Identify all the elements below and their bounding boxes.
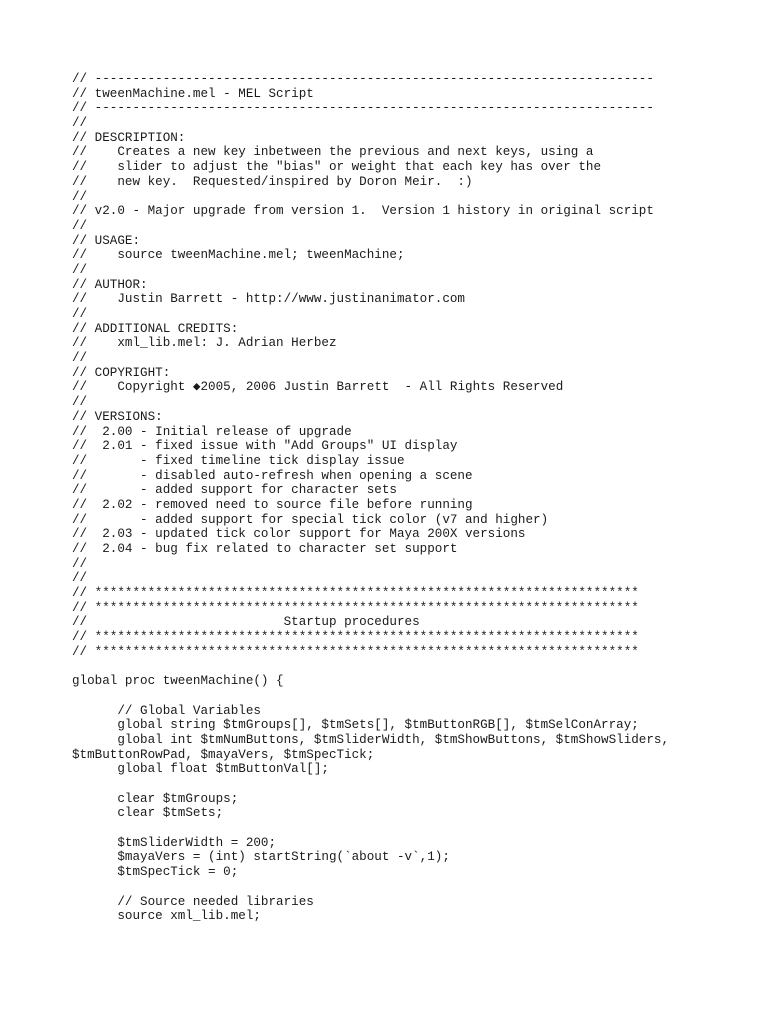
code-line: source xml_lib.mel; [72, 909, 261, 924]
code-line: // 2.03 - updated tick color support for Maya 200X versions [72, 527, 526, 542]
code-line: // [72, 189, 88, 204]
code-line [72, 777, 762, 792]
code-line: // 2.00 - Initial release of upgrade [72, 424, 352, 439]
code-line: global string $tmGroups[], $tmSets[], $tmButtonRGB[], $tmSelConArray; [72, 718, 639, 733]
code-line [72, 821, 762, 836]
code-line: // Creates a new key inbetween the previous and next keys, using a [72, 145, 594, 160]
code-line: // new key. Requested/inspired by Doron Meir. :) [72, 174, 473, 189]
code-line: // Copyright ◆2005, 2006 Justin Barrett - All Rights Reserved [72, 380, 564, 395]
code-line: // ************************************************************************ [72, 586, 639, 601]
code-line [72, 689, 762, 704]
code-line: // [72, 351, 88, 366]
code-line: // VERSIONS: [72, 409, 163, 424]
code-line: global int $tmNumButtons, $tmSliderWidth, $tmShowButtons, $tmShowSliders, [72, 732, 670, 747]
code-line: // - added support for special tick color (v7 and higher) [72, 512, 549, 527]
code-line: // ADDITIONAL CREDITS: [72, 321, 239, 336]
code-line: // [72, 307, 88, 321]
code-line: // Justin Barrett - http://www.justinanimator.com [72, 292, 465, 307]
code-line: // DESCRIPTION: [72, 130, 186, 145]
code-line: clear $tmSets; [72, 806, 224, 821]
code-line: $tmButtonRowPad, $mayaVers, $tmSpecTick; [72, 747, 375, 762]
code-line: // [72, 395, 88, 410]
code-line: // Global Variables [72, 703, 261, 718]
script-page [72, 72, 762, 924]
code-line: // ************************************************************************ [72, 630, 639, 645]
code-line: // - fixed timeline tick display issue [72, 453, 405, 468]
code-line: // AUTHOR: [72, 277, 148, 292]
code-line: // ************************************************************************ [72, 644, 639, 659]
code-line: // tweenMachine.mel - MEL Script [72, 86, 314, 101]
code-line: // v2.0 - Major upgrade from version 1. Version 1 history in original script [72, 204, 654, 219]
code-line: // ************************************************************************ [72, 600, 639, 615]
code-line: // [72, 116, 88, 131]
code-line: // 2.02 - removed need to source file before running [72, 497, 473, 512]
code-line [72, 660, 762, 675]
code-line: // [72, 571, 88, 586]
code-line [72, 880, 762, 895]
code-line: // [72, 262, 88, 277]
code-line: $tmSliderWidth = 200; [72, 835, 277, 850]
code-line: // 2.01 - fixed issue with "Add Groups" UI display [72, 439, 458, 454]
code-line: // slider to adjust the "bias" or weight that each key has over the [72, 160, 602, 175]
code-line: // Source needed libraries [72, 894, 314, 909]
code-line: // source tweenMachine.mel; tweenMachine; [72, 248, 405, 263]
code-line: // -------------------------------------------------------------------------- [72, 101, 654, 116]
code-line: $mayaVers = (int) startString(`about -v`,1); [72, 850, 450, 865]
code-line: global proc tweenMachine() { [72, 674, 284, 689]
code-line: global float $tmButtonVal[]; [72, 762, 329, 777]
code-line: clear $tmGroups; [72, 791, 239, 806]
code-line: $tmSpecTick = 0; [72, 865, 239, 880]
code-line: // xml_lib.mel: J. Adrian Herbez [72, 336, 337, 351]
code-line: // [72, 218, 88, 233]
code-line: // Startup procedures [72, 615, 420, 630]
code-line: // [72, 556, 88, 571]
code-line: // USAGE: [72, 233, 141, 248]
code-line: // -------------------------------------------------------------------------- [72, 72, 654, 86]
code-line: // 2.04 - bug fix related to character set support [72, 542, 458, 556]
code-line: // - added support for character sets [72, 483, 397, 498]
code-line: // COPYRIGHT: [72, 365, 171, 380]
code-line: // - disabled auto-refresh when opening a scene [72, 468, 473, 483]
